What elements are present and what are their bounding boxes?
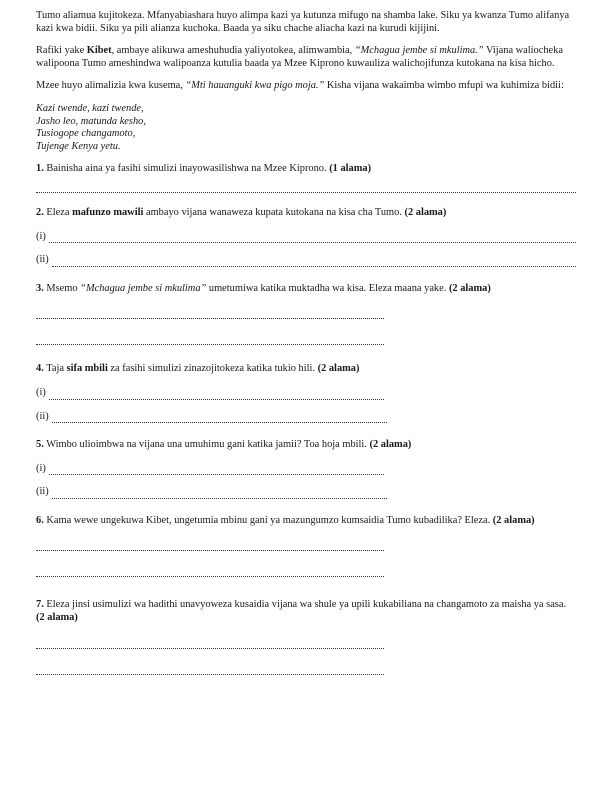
- question-text: Msemo: [43, 282, 81, 294]
- question-text: Eleza jinsi usimulizi wa hadithi unavyoweza kusaidia vijana wa shule ya upili kukabiliana na changamoto za maisha ya sasa.: [43, 599, 567, 611]
- question-number: 2.: [36, 206, 44, 218]
- question-text: za fasihi simulizi zinazojitokeza katika tukio hili.: [107, 363, 318, 375]
- question-number: 7.: [36, 599, 44, 611]
- question-marks: (2 alama): [36, 612, 78, 624]
- answer-line-q1[interactable]: [36, 182, 576, 193]
- song-line: Kazi twende, kazi twende,: [36, 102, 144, 114]
- answer-line[interactable]: [52, 489, 387, 499]
- song-verse: [36, 103, 576, 153]
- text-span: Vijana waliocheka walipoona Tumo ameshindwa walipoanza kutulia baada ya Mzee Kiprono kuwauliza walichojifunza kutokana na kisa hicho.: [36, 45, 563, 69]
- question-text: Eleza: [43, 206, 73, 218]
- intro-paragraph-2: [36, 45, 576, 70]
- answer-line[interactable]: [52, 257, 576, 267]
- question-marks: (2 alama): [448, 282, 491, 294]
- question-text: Bainisha aina ya fasihi simulizi inayowasilishwa na Mzee Kiprono.: [43, 163, 330, 175]
- intro-paragraph-3: [36, 80, 576, 93]
- answer-line[interactable]: [49, 390, 384, 400]
- question-number: 5.: [36, 439, 44, 451]
- question-number: 3.: [36, 282, 44, 294]
- question-number: 1.: [36, 163, 44, 175]
- question-marks: (2 alama): [492, 514, 535, 526]
- question-marks: (2 alama): [404, 206, 447, 218]
- question-text: Kama wewe ungekuwa Kibet, ungetumia mbinu gani ya mazungumzo kumsaidia Tumo kubadilika? Eleza.: [43, 514, 493, 526]
- answer-line[interactable]: [49, 465, 384, 475]
- answer-label: (i): [36, 386, 46, 398]
- proverb-quote: “Mti hauanguki kwa pigo moja.”: [185, 80, 325, 92]
- answer-line-q7-1[interactable]: [36, 639, 384, 649]
- question-6: [36, 515, 576, 528]
- answer-line-q3-1[interactable]: [36, 309, 384, 319]
- question-marks: (2 alama): [369, 439, 412, 451]
- question-text: Wimbo ulioimbwa na vijana una umuhimu gani katika jamii? Toa hoja mbili.: [43, 439, 370, 451]
- answer-line-q6-1[interactable]: [36, 541, 384, 551]
- answer-line[interactable]: [49, 233, 576, 243]
- answer-row-q2-i: [36, 231, 576, 244]
- answer-row-q4-i: [36, 387, 576, 400]
- question-2: [36, 207, 576, 220]
- song-line: Tujenge Kenya yetu.: [36, 140, 121, 152]
- proverb-quote: “Mchagua jembe si mkulima.”: [354, 45, 484, 57]
- question-7: [36, 599, 576, 624]
- question-number: 4.: [36, 363, 44, 375]
- question-emphasis: sifa mbili: [66, 363, 108, 375]
- question-text: umetumiwa katika muktadha wa kisa. Eleza maana yake.: [206, 282, 449, 294]
- song-line: Tusiogope changamoto,: [36, 128, 136, 140]
- answer-row-q5-ii: [36, 486, 576, 499]
- answer-label: (i): [36, 230, 46, 242]
- name-kibet: Kibet: [86, 45, 112, 57]
- question-emphasis: mafunzo mawili: [72, 206, 144, 218]
- song-line: Jasho leo, matunda kesho,: [36, 115, 146, 127]
- answer-line-q3-2[interactable]: [36, 335, 384, 345]
- question-4: [36, 363, 576, 376]
- question-3: [36, 283, 576, 296]
- exam-page: [36, 10, 576, 675]
- answer-label: (ii): [36, 486, 49, 498]
- answer-line-q6-2[interactable]: [36, 567, 384, 577]
- answer-label: (ii): [36, 254, 49, 266]
- answer-line[interactable]: [52, 413, 387, 423]
- intro-paragraph-1: Tumo aliamua kujitokeza. Mfanyabiashara huyo alimpa kazi ya kutunza mifugo na shamba lake. Siku ya kwanza Tumo alifanya kazi kwa bidii. Siku ya pili alianza kuchoka. Baada ya siku chache aliacha kazi na kurudi kijijini.: [36, 10, 570, 34]
- answer-label: (ii): [36, 410, 49, 422]
- text-span: , ambaye alikuwa ameshuhudia yaliyotokea, alimwambia,: [111, 45, 355, 57]
- answer-row-q4-ii: [36, 411, 576, 424]
- text-span: Kisha vijana wakaimba wimbo mfupi wa kuhimiza bidii:: [324, 80, 564, 92]
- answer-label: (i): [36, 462, 46, 474]
- answer-row-q2-ii: [36, 254, 576, 267]
- question-marks: (1 alama): [329, 163, 372, 175]
- question-text: ambayo vijana wanaweza kupata kutokana na kisa cha Tumo.: [143, 206, 405, 218]
- answer-row-q5-i: [36, 463, 576, 476]
- question-marks: (2 alama): [317, 363, 360, 375]
- question-5: [36, 439, 576, 452]
- text-span: Mzee huyo alimalizia kwa kusema,: [36, 80, 186, 92]
- proverb-quote: “Mchagua jembe si mkulima”: [80, 282, 207, 294]
- text-span: Rafiki yake: [36, 45, 87, 57]
- question-number: 6.: [36, 514, 44, 526]
- question-1: [36, 163, 576, 176]
- answer-line-q7-2[interactable]: [36, 665, 384, 675]
- question-text: Taja: [43, 363, 67, 375]
